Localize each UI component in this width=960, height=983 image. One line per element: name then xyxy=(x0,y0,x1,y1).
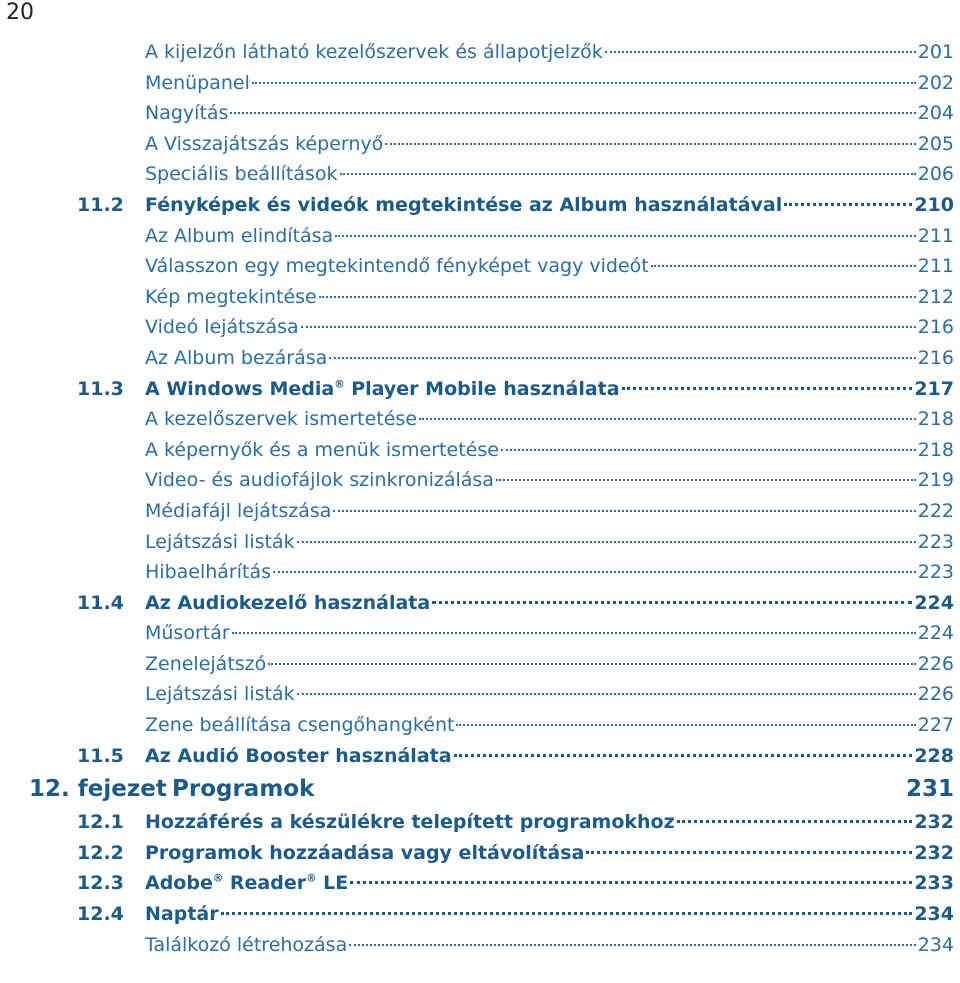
toc-entry-title: A Windows Media® Player Mobile használata xyxy=(145,377,620,400)
toc-entry-row[interactable] xyxy=(0,496,960,527)
toc-entry-title: Hozzáférés a készülékre telepített programokhoz xyxy=(145,811,675,834)
toc-leader-dots xyxy=(268,663,915,665)
toc-leader-dots xyxy=(297,693,916,695)
toc-entry-title: Programok hozzáadása vagy eltávolítása xyxy=(145,841,585,864)
toc-entry-line xyxy=(145,68,954,99)
toc-entry-title: Adobe® Reader® LE xyxy=(145,872,349,895)
toc-entry-row[interactable] xyxy=(0,251,960,282)
toc-leader-dots xyxy=(340,173,916,175)
page-number: 20 xyxy=(6,0,34,25)
toc-entry-number: 11.2 xyxy=(77,193,124,216)
toc-entry-title: Fényképek és videók megtekintése az Album használatával xyxy=(145,193,783,216)
toc-section-row[interactable] xyxy=(0,588,960,619)
toc-page-number: 224 xyxy=(917,622,954,645)
toc-page-number: 232 xyxy=(914,841,954,864)
toc-page-number: 218 xyxy=(917,408,954,431)
toc-page-number: 201 xyxy=(917,41,954,63)
toc-leader-dots xyxy=(329,357,915,359)
toc-entry-line xyxy=(145,251,954,282)
toc-page-number: 210 xyxy=(914,193,954,216)
toc-entry-number: 12. fejezet xyxy=(29,776,167,803)
toc-entry-row[interactable] xyxy=(0,527,960,558)
toc-entry-line xyxy=(145,312,954,343)
toc-leader-dots xyxy=(385,143,915,145)
toc-leader-dots xyxy=(496,479,916,481)
toc-entry-line xyxy=(145,98,954,129)
toc-entry-title: Menüpanel xyxy=(145,71,250,94)
toc-page-number: 216 xyxy=(917,316,954,339)
toc-entry-row[interactable] xyxy=(0,710,960,741)
toc-entry-title: Az Album bezárása xyxy=(145,346,328,369)
toc-entry-line xyxy=(145,129,954,160)
toc-entry-line xyxy=(145,807,954,838)
toc-entry-title: Hibaelhárítás xyxy=(145,561,272,584)
toc-leader-dots xyxy=(419,418,916,420)
toc-entry-line xyxy=(145,496,954,527)
toc-page-number: 211 xyxy=(917,224,954,247)
toc-leader-dots xyxy=(297,541,916,543)
toc-entry-row[interactable] xyxy=(0,404,960,435)
toc-entry-line xyxy=(145,527,954,558)
toc-leader-dots xyxy=(456,724,915,726)
toc-page-number: 206 xyxy=(917,163,954,186)
toc-entry-title: Műsortár xyxy=(145,622,230,645)
toc-entry-line xyxy=(145,465,954,496)
toc-leader-dots xyxy=(605,51,916,53)
toc-section-row[interactable] xyxy=(0,838,960,869)
toc-page-number: 216 xyxy=(917,346,954,369)
toc-entry-title: Válasszon egy megtekintendő fényképet vagy videót xyxy=(145,255,649,278)
toc-entry-number: 12.4 xyxy=(77,903,124,926)
toc-page-number: 224 xyxy=(914,591,954,614)
toc-entry-line xyxy=(145,282,954,313)
toc-page-number: 204 xyxy=(917,102,954,125)
toc-leader-dots xyxy=(252,82,916,84)
toc-entry-title: Találkozó létrehozása xyxy=(145,933,348,956)
toc-entry-row[interactable] xyxy=(0,129,960,160)
toc-page-number: 226 xyxy=(917,652,954,675)
toc-leader-dots xyxy=(784,203,912,206)
toc-section-row[interactable] xyxy=(0,374,960,405)
toc-entry-title: Zene beállítása csengőhangként xyxy=(145,714,455,737)
toc-entry-title: Zenelejátszó xyxy=(145,652,267,675)
toc-section-row[interactable] xyxy=(0,190,960,221)
toc-page-number: 211 xyxy=(917,255,954,278)
toc-leader-dots xyxy=(273,571,916,573)
toc-entry-row[interactable] xyxy=(0,435,960,466)
toc-leader-dots xyxy=(221,912,913,915)
toc-page-number: 231 xyxy=(905,776,954,803)
toc-entry-title: Kép megtekintése xyxy=(145,285,317,308)
toc-section-row[interactable] xyxy=(0,807,960,838)
toc-entry-number: 12.2 xyxy=(77,841,124,864)
toc-page-number: 227 xyxy=(917,714,954,737)
toc-chapter-row[interactable] xyxy=(0,771,960,807)
toc-entry-line xyxy=(145,868,954,899)
toc-entry-title: Videó lejátszása xyxy=(145,316,299,339)
toc-entry-line xyxy=(145,435,954,466)
toc-entry-row[interactable] xyxy=(0,98,960,129)
toc-leader-dots xyxy=(651,265,916,267)
toc-entry-title: Video- és audiofájlok szinkronizálása xyxy=(145,469,494,492)
toc-entry-row[interactable] xyxy=(0,343,960,374)
toc-entry-title: Az Audiokezelő használata xyxy=(145,591,431,614)
toc-page-number: 222 xyxy=(917,499,954,522)
toc-page-number: 232 xyxy=(914,811,954,834)
toc-leader-dots xyxy=(230,112,915,114)
toc-leader-dots xyxy=(349,944,916,946)
toc-entry-title: Naptár xyxy=(145,903,219,926)
toc-page-number: 219 xyxy=(917,469,954,492)
toc-entry-line xyxy=(145,343,954,374)
toc-leader-dots xyxy=(501,449,916,451)
toc-page-number: 234 xyxy=(917,933,954,956)
toc-leader-dots xyxy=(454,754,913,757)
toc-entry-title: Programok xyxy=(172,776,315,803)
toc-leader-dots xyxy=(301,326,916,328)
toc-page-number: 212 xyxy=(917,285,954,308)
toc-leader-dots xyxy=(350,881,912,884)
toc-entry-title: A kezelőszervek ismertetése xyxy=(145,408,418,431)
toc-entry-line xyxy=(145,741,954,772)
toc-entry-number: 12.3 xyxy=(77,872,124,895)
toc-entry-line xyxy=(145,838,954,869)
toc-entry-row[interactable] xyxy=(0,312,960,343)
toc-entry-title: Médiafájl lejátszása xyxy=(145,499,332,522)
toc-entry-row[interactable] xyxy=(0,465,960,496)
toc-page-number: 202 xyxy=(917,71,954,94)
toc-page-number: 218 xyxy=(917,438,954,461)
toc-entry-title: Lejátszási listák xyxy=(145,530,295,553)
toc-entry-number: 12.1 xyxy=(77,811,124,834)
toc-entry-row[interactable] xyxy=(0,557,960,588)
toc-entry-row[interactable] xyxy=(0,282,960,313)
toc-entry-line xyxy=(145,618,954,649)
toc-entry-row[interactable] xyxy=(0,159,960,190)
toc-entry-row[interactable] xyxy=(0,679,960,710)
toc-entry-line xyxy=(145,710,954,741)
toc-page-number: 223 xyxy=(917,561,954,584)
toc-entry-title: Nagyítás xyxy=(145,102,229,125)
toc-page-number: 233 xyxy=(914,872,954,895)
toc-entry-title: Speciális beállítások xyxy=(145,163,338,186)
table-of-contents xyxy=(0,37,960,960)
toc-page-number: 223 xyxy=(917,530,954,553)
toc-entry-row[interactable] xyxy=(0,68,960,99)
toc-leader-dots xyxy=(677,820,913,823)
toc-entry-title: Lejátszási listák xyxy=(145,683,295,706)
toc-entry-row[interactable] xyxy=(0,649,960,680)
toc-section-row[interactable] xyxy=(0,868,960,899)
toc-entry-title: A képernyők és a menük ismertetése xyxy=(145,438,499,461)
toc-entry-line xyxy=(145,404,954,435)
toc-page-number: 228 xyxy=(914,744,954,767)
toc-entry-number: 11.5 xyxy=(77,744,124,767)
toc-entry-line xyxy=(145,557,954,588)
toc-page-number: 217 xyxy=(914,377,954,400)
toc-entry-line xyxy=(145,649,954,680)
toc-entry-title: Az Album elindítása xyxy=(145,224,334,247)
toc-leader-dots xyxy=(432,601,912,604)
toc-page-number: 226 xyxy=(917,683,954,706)
toc-section-row[interactable] xyxy=(0,899,960,930)
toc-leader-dots xyxy=(232,632,916,634)
toc-entry-row[interactable] xyxy=(0,618,960,649)
toc-entry-number: 11.3 xyxy=(77,377,124,400)
toc-entry-title: A kijelzőn látható kezelőszervek és állapotjelzők xyxy=(145,41,603,63)
toc-entry-line xyxy=(145,679,954,710)
toc-leader-dots xyxy=(335,235,916,237)
toc-page-number: 234 xyxy=(914,903,954,926)
toc-leader-dots xyxy=(622,387,913,390)
toc-entry-line xyxy=(172,771,954,807)
toc-entry-line xyxy=(145,899,954,930)
toc-leader-dots xyxy=(333,510,915,512)
toc-entry-title: Az Audió Booster használata xyxy=(145,744,452,767)
toc-entry-line xyxy=(145,930,954,961)
toc-entry-row[interactable] xyxy=(0,37,960,68)
toc-page-number: 205 xyxy=(917,132,954,155)
toc-entry-title: A Visszajátszás képernyő xyxy=(145,132,384,155)
toc-entry-line xyxy=(145,374,954,405)
toc-entry-line xyxy=(145,37,954,68)
toc-leader-dots xyxy=(586,851,912,854)
toc-entry-number: 11.4 xyxy=(77,591,124,614)
toc-entry-row[interactable] xyxy=(0,930,960,961)
toc-entry-line xyxy=(145,221,954,252)
toc-entry-row[interactable] xyxy=(0,221,960,252)
toc-entry-line xyxy=(145,588,954,619)
toc-section-row[interactable] xyxy=(0,741,960,772)
toc-entry-line xyxy=(145,190,954,221)
toc-leader-dots xyxy=(319,296,916,298)
toc-entry-line xyxy=(145,159,954,190)
